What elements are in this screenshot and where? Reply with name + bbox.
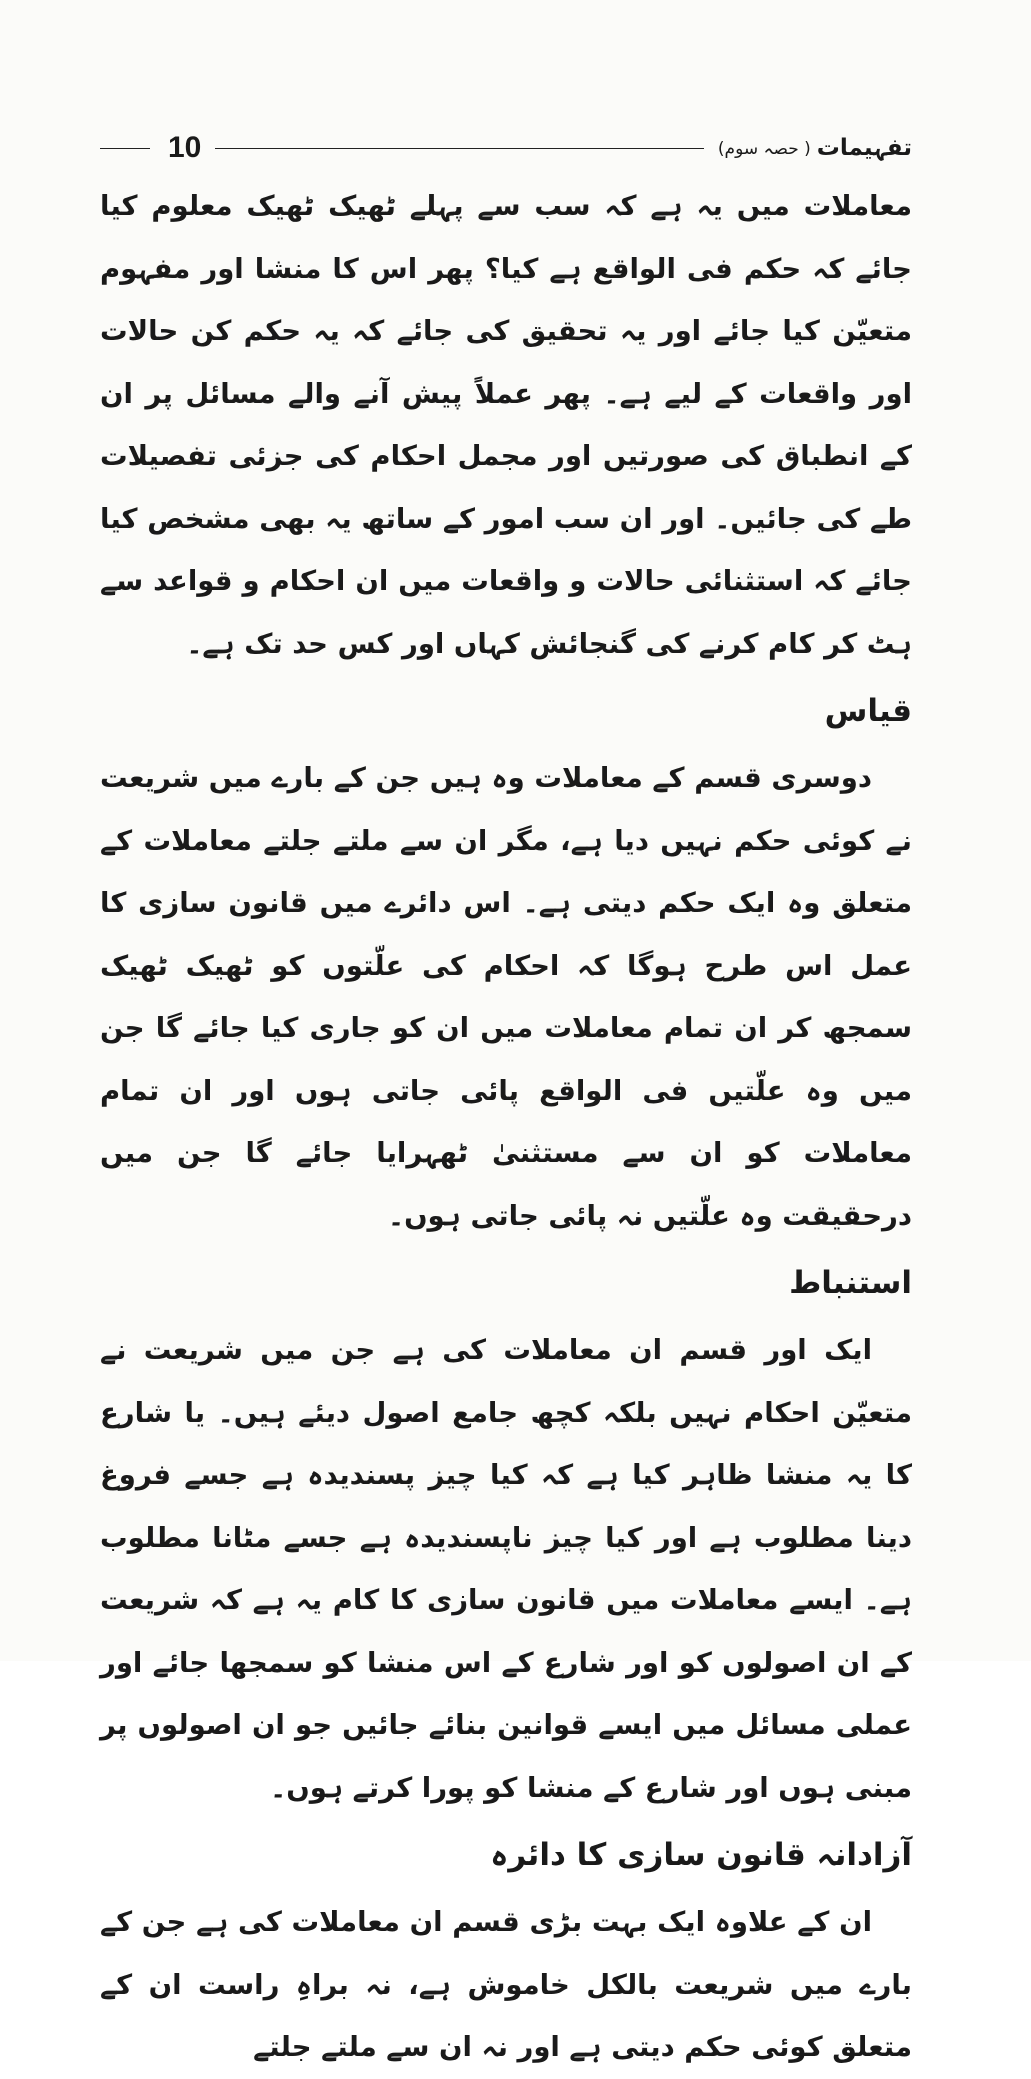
qiyas-paragraph: دوسری قسم کے معاملات وہ ہیں جن کے بارے میں شریعت نے کوئی حکم نہیں دیا ہے، مگر ان سے ملتے جلتے معاملات کے متعلق وہ ایک حکم دیتی ہے۔ اس دائرے میں قانون سازی کا عمل اس طرح ہوگا کہ احکام کی علّتوں کو ٹھیک ٹھیک سمجھ کر ان تمام معاملات میں ان کو جاری کیا جائے گا جن میں وہ علّتیں فی الواقع پائی جاتی ہوں اور ان تمام معاملات کو ان سے مستثنیٰ ٹھہرایا جائے گا جن میں درحقیقت وہ علّتیں نہ پائی جاتی ہوں۔ [100, 762, 912, 1232]
body-text [100, 175, 912, 2079]
running-header [100, 128, 912, 168]
heading-qiyas: قیاس [824, 693, 912, 729]
intro-paragraph: معاملات میں یہ ہے کہ سب سے پہلے ٹھیک ٹھیک معلوم کیا جائے کہ حکم فی الواقع ہے کیا؟ پھر اس کا منشا اور مفہوم متعیّن کیا جائے اور یہ تحقیق کی جائے کہ یہ حکم کن حالات اور واقعات کے لیے ہے۔ پھر عملاً پیش آنے والے مسائل پر ان کے انطباق کی صورتیں اور مجمل احکام کی جزئی تفصیلات طے کی جائیں۔ اور ان سب امور کے ساتھ یہ بھی مشخص کیا جائے کہ استثنائی حالات و واقعات میں ان احکام و قواعد سے ہٹ کر کام کرنے کی گنجائش کہاں اور کس حد تک ہے۔ [100, 190, 912, 660]
book-title: تفہیمات [816, 135, 912, 161]
istinbat-paragraph: ایک اور قسم ان معاملات کی ہے جن میں شریعت نے متعیّن احکام نہیں بلکہ کچھ جامع اصول دیئے ہیں۔ یا شارع کا یہ منشا ظاہر کیا ہے کہ کیا چیز پسندیدہ ہے جسے فروغ دینا مطلوب ہے اور کیا چیز ناپسندیدہ ہے جسے مٹانا مطلوب ہے۔ ایسے معاملات میں قانون سازی کا کام یہ ہے کہ شریعت کے ان اصولوں کو اور شارع کے اس منشا کو سمجھا جائے اور عملی مسائل میں ایسے قوانین بنائے جائیں جو ان اصولوں پر مبنی ہوں اور شارع کے منشا کو پورا کرتے ہوں۔ [100, 1334, 912, 1804]
heading-free-legislation: آزادانہ قانون سازی کا دائرہ [490, 1837, 912, 1873]
header-dash [100, 148, 150, 149]
header-rule [215, 148, 704, 149]
heading-istinbat: استنباط [789, 1265, 912, 1301]
free-legislation-paragraph: ان کے علاوہ ایک بہت بڑی قسم ان معاملات کی ہے جن کے بارے میں شریعت بالکل خاموش ہے، نہ براہِ راست ان کے متعلق کوئی حکم دیتی ہے اور نہ ان سے ملتے جلتے [100, 1906, 912, 2063]
volume-label: ( حصہ سوم) [717, 138, 811, 159]
page-number: 10 [168, 131, 202, 164]
